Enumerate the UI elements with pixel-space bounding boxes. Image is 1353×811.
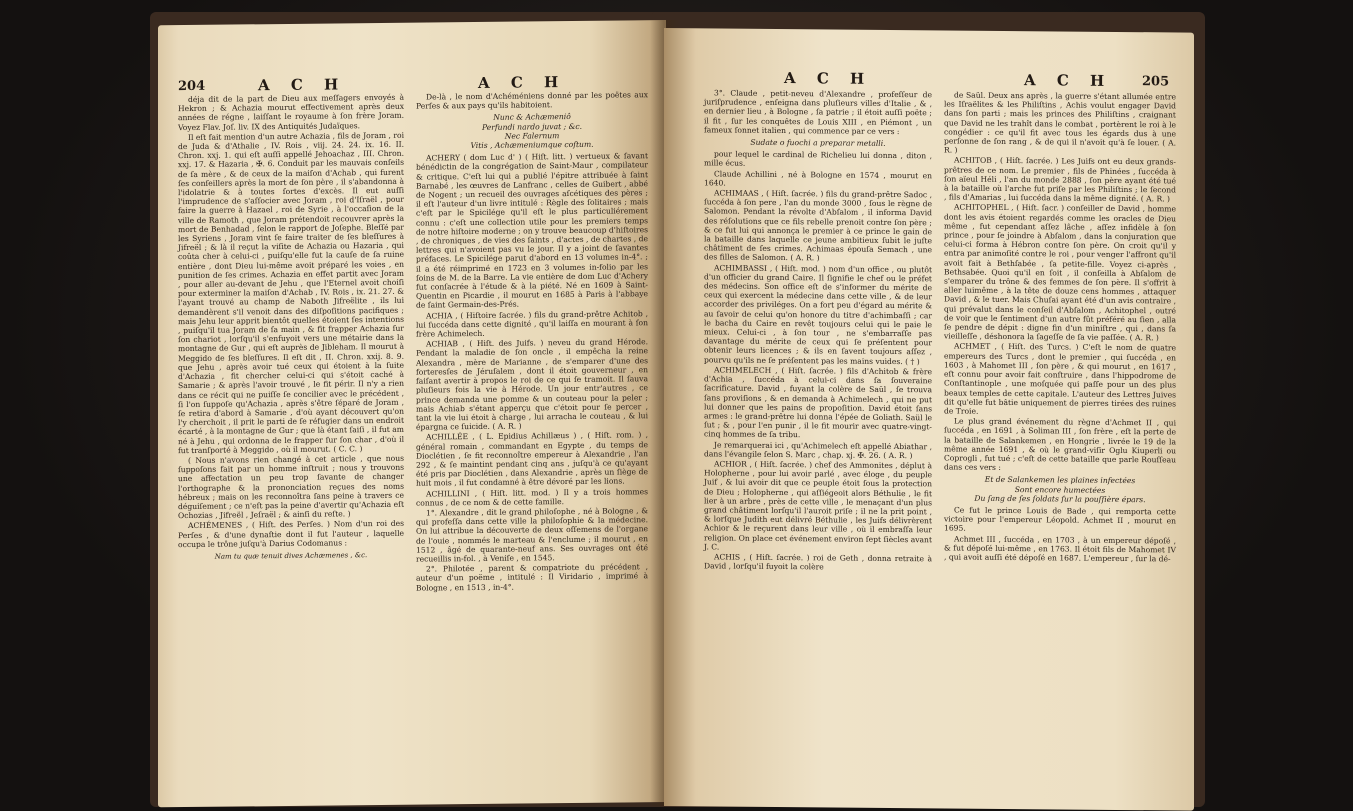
verse-quote: Sudate o fuochi a preparar metalli. xyxy=(750,137,886,148)
paragraph: Achmet III , ſuccéda , en 1703 , à un empereur dépoſé , & fut dépoſé lui-même , en 1763. Il étoit fils de Mahomet IV , qui avoit auſſi été dépoſé en 1687. L'empereur , ſur la dé- xyxy=(944,534,1176,564)
paragraph: ACHIMBASSI , ( Hiſt. mod. ) nom d'un office , ou plutôt d'un officier du grand Caire. Il ſignifie le chef ou le préfet des médecins. Son office eſt de s'informer du mérite de ceux qui exercent la médecine dans cette ville , & de leur accorder des priviléges. On a fort peu d'égard au mérite & au ſavoir de celui qu'on honore du titre d'achimbaſſi ; car le bacha du Caire en revêt toujours celui qui le paie le mieux. Celui-ci , à ſon tour , ne s'embarraſſe pas davantage du mérite de ceux qui ſe préſentent pour obtenir leurs licences ; & ils en ſavent toujours aſſez , pourvu qu'ils ne ſe préſentent pas les mains vuides. ( † ) xyxy=(704,263,932,366)
running-head: A C H xyxy=(478,73,567,92)
paragraph: de Saül. Deux ans après , la guerre s'étant allumée entre les Iſraëlites & les Philiſtins , Achis voulut engager David dans ſon parti ; mais les princes des Philiſtins , craignant que David ne les trahît dans le combat , portèrent le roi à le congédier : ce qu'il fit avec tous les égards dus à une perſonne de ſon rang , & de qui il n'avoit qu'à ſe louer. ( A. R. ) xyxy=(944,90,1176,155)
column-right-2 xyxy=(944,90,1176,564)
paragraph: ACHÉMENES , ( Hiſt. des Perſes. ) Nom d'un roi des Perſes , & d'une dynaſtie dont il fut l'auteur , laquelle occupa le trône juſqu'à Darius Codomanus : xyxy=(178,519,404,549)
verse-quote: Nunc & Achæmeniô Perfundi nardo juvat ; &c. Nec Falernum Vitis , Achæmeniumque coſtum. xyxy=(470,112,594,151)
column-left-2 xyxy=(416,90,648,593)
paragraph: Le plus grand événement du règne d'Achmet II , qui ſuccéda , en 1691 , à Soliman III , ſon frère , eſt la perte de la bataille de Salankemen , en Hongrie , livrée le 19 de la même année 1691 , & où le grand-viſir Oglu Kiuperli ou Coprogli , fut tué ; c'eſt de cette bataille que parle Rouſſeau dans ces vers : xyxy=(944,416,1176,473)
paragraph: Je remarquerai ici , qu'Achimelech eſt appellé Abiathar , dans l'évangile ſelon S. Marc , chap. xj. ✠. 26. ( A. R. ) xyxy=(704,439,932,460)
running-head: A C H xyxy=(258,75,347,95)
left-page xyxy=(158,20,666,807)
paragraph: ACHIMELECH , ( Hiſt. ſacrée. ) fils d'Achitob & frère d'Achia , ſuccéda à celui-ci dans ſa ſouveraine ſacrificature. David , fuyant la colère de Saül , ſe trouva ſans proviſions , & en demanda à Achimelech , qui ne put lui donner que les pains de propoſition. David étoit ſans armes : le grand-prêtre lui donna l'épée de Goliath. Saül le ſut ; & , pour l'en punir , il le fit mourir avec quatre-vingt-cinq hommes de ſa tribu. xyxy=(704,365,932,440)
paragraph: ACHIOR , ( Hiſt. ſacrée. ) chef des Ammonites , déplut à Holopherne , pour lui avoir parlé , avec éloge , du peuple Juif , & lui avoir dit que ce peuple étoit ſous la protection de Dieu ; Holopherne , qui aſſiégeoit alors Béthulie , le fit lier à un arbre , près de cette ville , le menaçant d'un plus grand châtiment lorſqu'il l'auroit priſe ; il ne la prit point , & lorſque Judith eut délivré Béthulie , les Juifs délivrèrent Achior & le reçurent dans leur ville , où il embraſſa leur religion. On place cet événement environ ſept ſiècles avant J. C. xyxy=(704,459,932,552)
paragraph: déja dit de la part de Dieu aux meſſagers envoyés à Hekron ; & Achazia mourut effectivement après deux années de régne , laiſſant le royaume à ſon frère Joram. Voyez Flav. Joſ. liv. IX des Antiquités Judaïques. xyxy=(178,92,404,132)
column-left-1 xyxy=(178,93,404,563)
paragraph: ACHMET , ( Hiſt. des Turcs. ) C'eſt le nom de quatre empereurs des Turcs , dont le premier , qui ſuccéda , en 1603 , à Mahomet III , ſon père , & qui mourut , en 1617 , eſt connu pour avoir fait conſtruire , dans l'hippodrome de Conſtantinople , une moſquée qui paſſe pour un des plus beaux temples de cette capitale. L'auteur des Lettres Juives dit qu'elle fut bâtie uniquement de pierres tirées des ruines de Troie. xyxy=(944,342,1176,416)
paragraph: ACHIS , ( Hiſt. ſacrée. ) roi de Geth , donna retraite à David , lorſqu'il fuyoit la colère xyxy=(704,552,932,572)
paragraph: ( Nous n'avons rien changé à cet article , que nous ſuppoſons fait par un homme inſtruit ; nous y trouvons une affectation un peu trop ſavante de changer l'orthographe & la prononciation reçues des noms hébreux ; mais on les reconnoîtra ſans peine à travers ce déguiſement ; ce n'eſt pas la peine d'avertir qu'Achazia eſt Ochozias , Jifreël , Jeſraël ; & ainſi du reſte. ) xyxy=(178,453,404,521)
paragraph: De-là , le nom d'Achéméniens donné par les poëtes aux Perſes & aux pays qu'ils habitoient. xyxy=(416,90,648,111)
paragraph: 3°. Claude , petit-neveu d'Alexandre , profeſſeur de juriſprudence , enſeigna dans pluſieurs villes d'Italie , & , en dernier lieu , à Bologne , ſa patrie ; il étoit auſſi poëte ; il fit , ſur les conquêtes de Louis XIII , en Piémont , un fameux ſonnet italien , qui commence par ce vers : xyxy=(704,88,932,136)
paragraph: ACHITOB , ( Hiſt. ſacrée. ) Les Juifs ont eu deux grands-prêtres de ce nom. Le premier , fils de Phinées , ſuccéda à ſon aïeul Héli , l'an du monde 2888 , ſon père ayant été tué à la bataille où l'arche fut priſe par les Philiſtins ; le ſecond , fils d'Amarias , lui ſuccéda dans la même dignité. ( A. R. ) xyxy=(944,155,1176,204)
paragraph: Il eſt fait mention d'un autre Achazia , fils de Joram , roi de Juda & d'Athalie , IV. Rois , viij. 24. 24. ix. 16. II. Chron. xxj. 1. qui eſt auſſi appellé Jehoachaz , III. Chron. xxj. 17. & Hazaria , ✠. 6. Conduit par les mauvais conſeils de ſa mère , & de ceux de la maiſon d'Achab , qui furent ſes conſeillers après la mort de ſon père , il s'abandonna à l'idolatrie & à toutes ſortes d'excès. Il eut auſſi l'imprudence de s'aſſocier avec Joram , roi d'Iſraël , pour faire la guerre à Hazael , roi de Syrie , à l'occaſion de la ville de Ramoth , que Joram prétendoit recouvrer après la mort de Benhadad , ſelon le rapport de Joſephe. Bleſſé par les Syriens , Joram vint ſe faire traiter de ſes bleſſures à Jifreël ; & là il reçut la viſite de Achazia ou Hazaria , qui coûta cher à celui-ci , puiſqu'elle fut la cauſe de ſa ruine entière , dont Dieu lui-même avoit préparé les voies , en punition de ſes crimes. Achazia en effet partit avec Joram , pour aller au-devant de Jehu , que l'Eternel avoit choiſi pour exterminer la maiſon d'Achab , IV. Rois , ix. 21. 27. & l'ayant trouvé au champ de Naboth Jifreëlite , ils lui demandèrent s'il venoit dans des diſpoſitions pacifiques ; mais Jehu leur apprit bientôt quelles étoient ſes intentions , puiſqu'il tua Joram de ſa main , & fit frapper Achazia ſur ſon chariot , lorſqu'il s'enfuyoit vers une métairie dans la montagne de Gur , qui eſt auprès de Jibleham. Il mourut à Meggido de ſes bleſſures. Il eſt dit , II. Chron. xxij. 8. 9. que Jehu , après avoir tué ceux qui étoient à la ſuite d'Achazia , fit chercher celui-ci qui s'étoit caché à Samarie ; & après l'avoir trouvé , le fit périr. Il n'y a rien dans ce récit qui ne puiſſe ſe concilier avec le précédent , ſi l'on ſuppoſe qu'Achazia , après s'être ſéparé de Joram , ſe retira d'abord à Samarie , d'où ayant découvert qu'on l'y cherchoit , il prit le parti de ſe réfugier dans un endroit écarté , à la montagne de Gur ; que là étant ſaiſi , il fut am né à Jehu , qui ordonna de le frapper ſur ſon char , d'où il fut tranſporté à Meggido , où il mourut. ( C. C. ) xyxy=(178,130,404,455)
paragraph: 2°. Philotée , parent & compatriote du précédent , auteur d'un poëme , intitulé : Il Viridario , imprimé à Bologne , en 1513 , in-4°. xyxy=(416,562,648,593)
page-number: 205 xyxy=(1142,74,1170,90)
paragraph: ACHIAB , ( Hiſt. des Juifs. ) neveu du grand Hérode. Pendant la maladie de ſon oncle , il empêcha la reine Alexandra , mère de Marianne , de s'emparer d'une des forteresſes de Jéruſalem , dont il étoit gouverneur , en faiſant avertir à propos le roi de ce qui ſe tramoit. Il ſauva pluſieurs fois la vie à Hérode. Un jour entr'autres , ce prince demanda une pomme & un couteau pour la peler ; mais Achiab s'étant apperçu que c'étoit pour ſe percer , tant la vie lui étoit à charge , lui arracha le couteau , & lui épargna ce ſuicide. ( A. R. ) xyxy=(416,337,648,432)
paragraph: pour lequel le cardinal de Richelieu lui donna , diton , mille écus. xyxy=(704,149,932,169)
paragraph: ACHITOPHEL , ( Hiſt. ſacr. ) conſeiller de David , homme dont les avis étoient regardés comme les oracles de Dieu même , fut cependant aſſez lâche , aſſez infidèle à ſon prince , pour ſe joindre à Abſalom , dans la conjuration que celui-ci forma à Hébron contre ſon père. On croit qu'il y entra par animoſité contre le roi , pour venger l'affront qu'il avoit fait à Bethſabée , ſa petite-fille. Voyez ci-après , Bethsabée. Quoi qu'il en ſoit , il conſeilla à Abſalom de s'emparer du trône & des femmes de ſon père. Il s'offrit à aller luimême , à la tête de douze cens hommes , attaquer David , & le tuer. Mais Chuſai ayant été d'un avis contraire , qui prévalut dans le conſeil d'Abſalom , Achitophel , outré de voir que le ſentiment d'un autre fût préféré au ſien , alla ſe pendre de dépit : digne fin d'un miniſtre , qui , dans ſa vieilleſſe , déshonora la ſageſſe de ſa vie paſſée. ( A. R. ) xyxy=(944,202,1176,343)
verse-quote: Nam tu quæ tenuit dives Achæmenes , &c. xyxy=(214,551,368,561)
column-right-1 xyxy=(704,88,932,573)
paragraph: ACHIA , ( Hiſtoire ſacrée. ) fils du grand-prêtre Achitob , lui ſuccéda dans cette dignité , qu'il laiſſa en mourant à ſon frère Achimelech. xyxy=(416,308,648,339)
right-page xyxy=(664,28,1194,811)
paragraph: ACHERY ( dom Luc d' ) ( Hiſt. litt. ) vertueux & ſavant bénédictin de la congrégation de Saint-Maur , compilateur & critique. C'eſt lui qui a publié l'épitre attribuée à ſaint Barnabé , les œuvres de Lanfranc , celles de Guibert , abbé de Nogent ; un recueil des ouvrages aſcétiques des pères ; il eſt l'auteur d'un livre intitulé : Règle des ſolitaires ; mais c'eſt par le Spicilége qu'il eſt le plus particuliérement connu : c'eſt une collection utile pour les premiers temps de notre hiſtoire moderne ; on y trouve beaucoup d'hiſtoires , de chroniques , de vies des ſaints , d'actes , de chartes , de lettres qui n'avoient pas vu le jour. Il y a joint de ſavantes préfaces. Le Spicilége parut d'abord en 13 volumes in-4°. ; il a été réimprimé en 1723 en 3 volumes in-folio par les ſoins de M. de la Barre. La vie entière de dom Luc d'Achery fut conſacrée à l'étude & à la piété. Né en 1609 à Saint-Quentin en Picardie , il mourut en 1685 à Paris à l'abbaye de ſaint Germain-des-Prés. xyxy=(416,151,648,311)
paragraph: ACHIMAAS , ( Hiſt. ſacrée. ) fils du grand-prêtre Sadoc , ſuccéda à ſon pere , l'an du monde 3000 , ſous le règne de Salomon. Pendant la révolte d'Abſalom , il informa David des réſolutions que ce fils rebelle prenoit contre ſon père ; & ce fut lui qui annonça le premier à ce prince le gain de la bataille dans laquelle ce jeune ambitieux ſubit le juſte châtiment de ſes crimes. Achimaas épouſa Semach , une des filles de Salomon. ( A. R. ) xyxy=(704,188,932,263)
running-head: A C H xyxy=(1024,71,1113,90)
paragraph: Claude Achillini , né à Bologne en 1574 , mourut en 1640. xyxy=(704,169,932,188)
paragraph: ACHILLÉE , ( L. Epidius Achillæus ) , ( Hiſt. rom. ) , général romain , commandant en Egypte , du temps de Dioclétien , ſe fit reconnoître empereur à Alexandrie , l'an 292 , & ſe maintint pendant cinq ans , juſqu'à ce qu'ayant été pris par Dioclétien , dans Alexandrie , après un ſiège de huit mois , il fut condamné à être dévoré par les lions. xyxy=(416,430,648,488)
verse-quote: Et de Salankemen les plaines infectées Sont encore humectées Du ſang de ſes ſoldats ſur la pouſſière épars. xyxy=(974,475,1146,504)
page-number: 204 xyxy=(178,78,206,95)
running-head: A C H xyxy=(784,69,873,88)
paragraph: 1°. Alexandre , dit le grand philoſophe , né à Bologne , & qui profeſſa dans cette ville la philoſophie & la médecine. On lui attribue la découverte de deux oſſemens de l'organe de l'ouie , nommés le marteau & l'enclume ; il mourut , en 1512 , âgé de quarante-neuf ans. Ses ouvrages ont été recueillis in-fol. , à Veniſe , en 1545. xyxy=(416,506,648,564)
paragraph: Ce fut le prince Louis de Bade , qui remporta cette victoire pour l'empereur Léopold. Achmet II , mourut en 1695. xyxy=(944,505,1176,533)
paragraph: ACHILLINI , ( Hiſt. litt. mod. ) Il y a trois hommes connus , de ce nom & de cette famille. xyxy=(416,486,648,508)
